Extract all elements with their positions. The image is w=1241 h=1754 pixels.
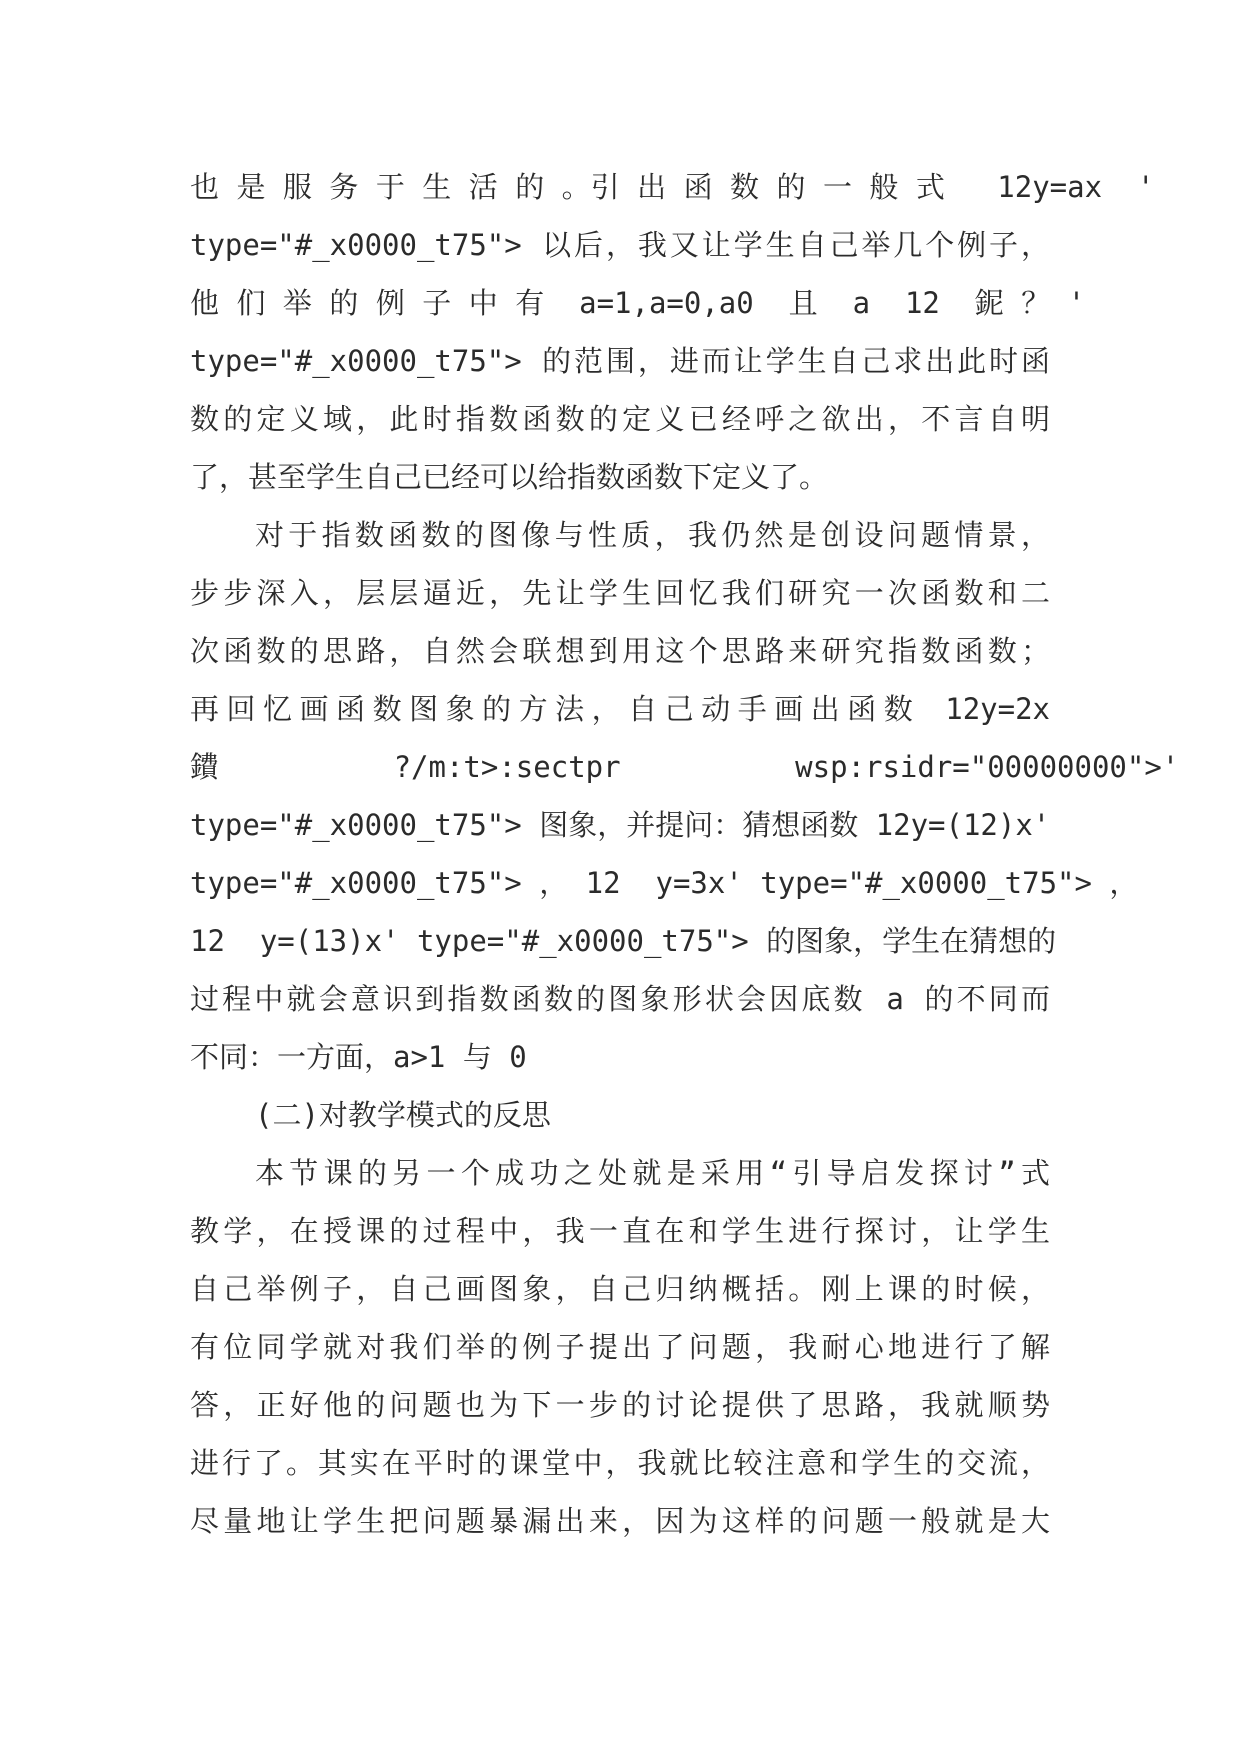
paragraph-start-line: 本节课的另一个成功之处就是采用“引导启发探讨”式 [255, 1156, 1050, 1190]
text-line: type="#_x0000_t75"> ， 12 y=3x' type="#_x0000_t75"> ， [190, 866, 1139, 900]
text-line: type="#_x0000_t75"> 以后，我又让学生自己举几个例子， [190, 228, 1050, 262]
text-line: 步步深入，层层逼近，先让学生回忆我们研究一次函数和二 [190, 576, 1050, 610]
text-line: 自己举例子，自己画图象，自己归纳概括。刚上课的时候， [190, 1272, 1050, 1306]
text-line: type="#_x0000_t75"> 图象，并提问：猜想函数 12y=(12)x' [190, 808, 1051, 842]
text-line: 过程中就会意识到指数函数的图象形状会因底数 a 的不同而 [190, 982, 1050, 1016]
text-line: 尽量地让学生把问题暴漏出来，因为这样的问题一般就是大 [190, 1504, 1050, 1538]
text-line: 教学，在授课的过程中，我一直在和学生进行探讨，让学生 [190, 1214, 1050, 1248]
text-line: 也 是 服 务 于 生 活 的 。引 出 函 数 的 一 般 式 12y=ax ' [190, 170, 1155, 204]
text-line: 12 y=(13)x' type="#_x0000_t75"> 的图象，学生在猜想的 [190, 924, 1057, 958]
section-heading: (二)对教学模式的反思 [255, 1098, 551, 1132]
text-line: type="#_x0000_t75"> 的范围，进而让学生自己求出此时函 [190, 344, 1050, 378]
text-line: 答，正好他的问题也为下一步的讨论提供了思路，我就顺势 [190, 1388, 1050, 1422]
text-line: 进行了。其实在平时的课堂中，我就比较注意和学生的交流， [190, 1446, 1050, 1480]
text-line: 了，甚至学生自己已经可以给指数函数下定义了。 [190, 460, 829, 494]
text-line: 鐨 ?/m:t>:sectpr wsp:rsidr="00000000">' [190, 750, 1180, 784]
text-line: 次函数的思路，自然会联想到用这个思路来研究指数函数； [190, 634, 1050, 668]
text-line: 他 们 举 的 例 子 中 有 a=1,a=0,a0 且 a 12 鈮 ？ ' [190, 286, 1086, 320]
text-line: 数的定义域，此时指数函数的定义已经呼之欲出，不言自明 [190, 402, 1050, 436]
text-line: 有位同学就对我们举的例子提出了问题，我耐心地进行了解 [190, 1330, 1050, 1364]
paragraph-start-line: 对于指数函数的图像与性质，我仍然是创设问题情景， [255, 518, 1050, 552]
text-line: 不同：一方面，a>1 与 0 [190, 1040, 527, 1074]
text-line: 再回忆画函数图象的方法，自己动手画出函数 12y=2x [190, 692, 1050, 726]
